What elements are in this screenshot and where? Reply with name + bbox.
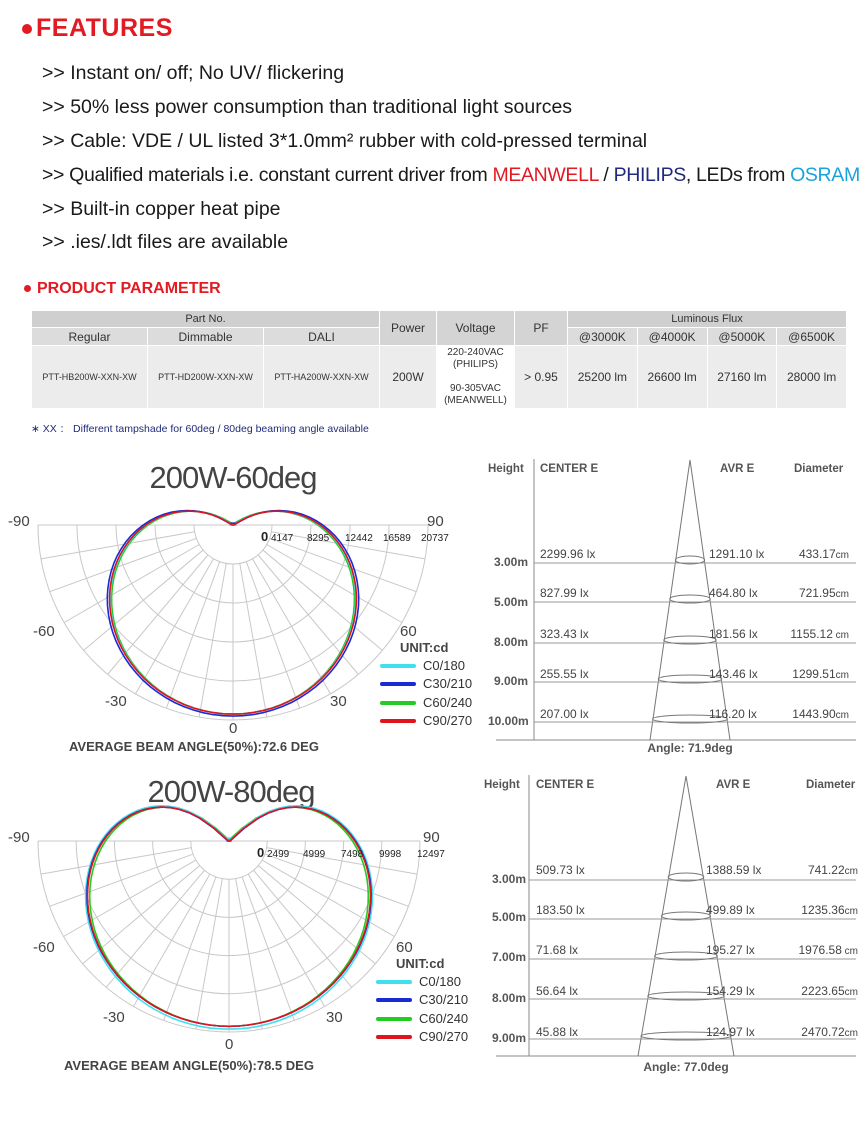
cone-row <box>492 863 858 886</box>
legend-swatch-c60 <box>376 1017 412 1021</box>
cone-shape <box>534 460 856 740</box>
tick-label: 16589 <box>383 533 411 544</box>
legend-swatch-c30 <box>376 998 412 1002</box>
row-diameter: 433.17cm <box>798 547 849 561</box>
row-diameter: 1443.90cm <box>792 707 849 721</box>
cone-headers <box>484 779 856 791</box>
feature-item: >> Qualified materials i.e. constant current driver from MEANWELL / PHILIPS, LEDs from OSRAM <box>42 164 860 186</box>
polar-diagram-60deg <box>0 450 480 760</box>
row-avr-e: 499.89 lx <box>706 903 755 917</box>
row-avr-e: 464.80 lx <box>709 586 758 600</box>
polar-grid <box>38 525 428 720</box>
row-avr-e: 116.20 lx <box>709 707 757 721</box>
tick-label: 20737 <box>421 533 449 544</box>
header-height: Height <box>488 463 524 475</box>
features-title: FEATURES <box>22 14 173 43</box>
row-height: 10.00m <box>488 714 529 728</box>
tick-label: 4147 <box>271 533 294 544</box>
polar-spoke <box>136 559 214 694</box>
polar-angle-labels <box>8 513 444 737</box>
voltage-meanwell-range: 90-305VAC <box>450 383 501 394</box>
polar-spoke <box>253 559 331 694</box>
row-avr-e: 1388.59 lx <box>706 863 762 877</box>
tick-label: 4999 <box>303 849 326 860</box>
row-diameter: 1976.58 cm <box>798 943 858 957</box>
feature-item: >> Instant on/ off; No UV/ flickering <box>42 62 345 84</box>
polar-spoke <box>254 870 352 987</box>
angle-label-m90: -90 <box>8 829 30 846</box>
row-diameter: 1299.51cm <box>792 667 849 681</box>
row-diameter: 2470.72cm <box>801 1025 858 1039</box>
polar-spoke <box>41 848 191 875</box>
row-center-e: 56.64 lx <box>536 984 579 998</box>
cell-flux-4000k: 26600 lm <box>637 346 707 409</box>
header-5000k: @5000K <box>707 328 777 346</box>
row-height: 9.00m <box>492 1031 527 1045</box>
bullet-dot-icon <box>22 24 32 34</box>
polar-spoke <box>263 550 383 650</box>
angle-label-m30: -30 <box>105 693 127 710</box>
cone-row <box>494 667 849 688</box>
brand-osram: OSRAM <box>790 164 860 186</box>
header-power: Power <box>380 311 437 346</box>
polar-title: 200W-80deg <box>147 774 315 809</box>
cone-row <box>494 547 849 569</box>
row-height: 7.00m <box>492 950 527 964</box>
row-height: 5.00m <box>492 910 527 924</box>
tick-label: 12497 <box>417 849 445 860</box>
feature-item: >> Built-in copper heat pipe <box>42 198 281 220</box>
cell-regular: PTT-HB200W-XXN-XW <box>32 346 148 409</box>
cell-flux-3000k: 25200 lm <box>568 346 638 409</box>
row-height: 8.00m <box>494 635 529 649</box>
voltage-meanwell-label: (MEANWELL) <box>444 395 507 406</box>
angle-label-p60: 60 <box>400 623 417 640</box>
cone-row <box>492 984 858 1005</box>
angle-label-p60: 60 <box>396 939 413 956</box>
legend-swatch-c90 <box>376 1035 412 1039</box>
polar-spoke <box>199 563 226 717</box>
cone-angle-label: Angle: 77.0deg <box>643 1060 729 1074</box>
tick-label: 8295 <box>307 533 330 544</box>
header-3000k: @3000K <box>568 328 638 346</box>
polar-angle-labels <box>8 829 440 1053</box>
header-part-no: Part No. <box>32 311 380 328</box>
cone-row <box>488 707 849 728</box>
row-avr-e: 195.27 lx <box>706 943 755 957</box>
legend-label-c30: C30/210 <box>423 676 473 691</box>
polar-spoke <box>262 860 394 936</box>
polar-tick-labels <box>257 845 445 860</box>
polar-spoke <box>246 562 299 709</box>
brand-meanwell: MEANWELL <box>492 164 599 186</box>
row-center-e: 71.68 lx <box>536 943 579 957</box>
tick-label: 7498 <box>341 849 364 860</box>
angle-label-m30: -30 <box>103 1009 125 1026</box>
cell-flux-6500k: 28000 lm <box>777 346 847 409</box>
polar-tick-labels <box>261 529 449 544</box>
header-diameter: Diameter <box>806 779 856 791</box>
polar-spoke <box>242 877 294 1021</box>
header-avr-e: AVR E <box>720 463 755 475</box>
tick-label: 12442 <box>345 533 373 544</box>
polar-spoke <box>106 870 204 987</box>
polar-diagram-80deg <box>0 766 480 1076</box>
row-avr-e: 143.46 lx <box>709 667 758 681</box>
product-parameter-title: PRODUCT PARAMETER <box>24 280 221 298</box>
angle-label-m60: -60 <box>33 623 55 640</box>
polar-spoke <box>258 555 358 675</box>
angle-label-p90: 90 <box>423 829 440 846</box>
parameter-table <box>31 310 847 409</box>
row-diameter: 721.95cm <box>798 586 849 600</box>
feature-item: >> 50% less power consumption than traditional light sources <box>42 96 573 118</box>
header-dali: DALI <box>264 328 380 346</box>
polar-legend <box>376 974 468 1044</box>
legend-label-c90: C90/270 <box>423 713 473 728</box>
angle-label-m60: -60 <box>33 939 55 956</box>
legend-label-c30: C30/210 <box>419 992 469 1007</box>
polar-spoke <box>134 874 210 1006</box>
row-height: 9.00m <box>494 674 529 688</box>
angle-label-p30: 30 <box>326 1009 343 1026</box>
cell-flux-5000k: 27160 lm <box>707 346 777 409</box>
header-height: Height <box>484 779 520 791</box>
feature-item: >> .ies/.ldt files are available <box>42 231 289 253</box>
polar-spoke <box>50 854 194 906</box>
legend-label-c90: C90/270 <box>419 1029 469 1044</box>
header-center-e: CENTER E <box>540 463 599 475</box>
row-diameter: 2223.65cm <box>801 984 858 998</box>
header-4000k: @4000K <box>637 328 707 346</box>
brand-philips: PHILIPS <box>613 164 686 186</box>
legend-label-c0: C0/180 <box>423 658 465 673</box>
polar-spoke <box>166 562 219 709</box>
unit-label: UNIT:cd <box>396 956 445 971</box>
beam-angle-label: AVERAGE BEAM ANGLE(50%):78.5 DEG <box>64 1058 314 1073</box>
angle-label-p30: 30 <box>330 693 347 710</box>
tick-label: 0 <box>261 529 269 544</box>
row-center-e: 255.55 lx <box>540 667 589 681</box>
cone-row <box>492 1025 858 1045</box>
unit-label: UNIT:cd <box>400 640 449 655</box>
polar-spoke <box>64 545 199 623</box>
polar-spoke <box>84 550 204 650</box>
header-dimmable: Dimmable <box>148 328 264 346</box>
row-diameter: 1235.36cm <box>801 903 858 917</box>
tick-label: 0 <box>257 845 265 860</box>
angle-label-zero: 0 <box>225 1036 234 1053</box>
polar-spoke <box>240 563 267 717</box>
legend-swatch-c30 <box>380 682 416 686</box>
row-height: 3.00m <box>492 872 527 886</box>
row-diameter: 1155.12 cm <box>790 627 849 641</box>
beam-angle-label: AVERAGE BEAM ANGLE(50%):72.6 DEG <box>69 739 319 754</box>
bullet-dot-icon <box>24 285 31 292</box>
cell-power: 200W <box>380 346 437 409</box>
legend-swatch-c60 <box>380 701 416 705</box>
legend-swatch-c0 <box>380 664 416 668</box>
tick-label: 9998 <box>379 849 402 860</box>
header-6500k: @6500K <box>777 328 847 346</box>
polar-spoke <box>236 879 263 1029</box>
cone-row <box>492 943 858 964</box>
row-center-e: 45.88 lx <box>536 1025 579 1039</box>
row-height: 3.00m <box>494 555 529 569</box>
header-regular: Regular <box>32 328 148 346</box>
polar-legend <box>380 658 472 728</box>
row-avr-e: 1291.10 lx <box>709 547 765 561</box>
header-diameter: Diameter <box>794 463 844 475</box>
angle-label-p90: 90 <box>427 513 444 530</box>
legend-label-c60: C60/240 <box>423 695 473 710</box>
cell-dimmable: PTT-HD200W-XXN-XW <box>148 346 264 409</box>
voltage-philips-range: 220-240VAC <box>447 347 504 358</box>
cone-angle-label: Angle: 71.9deg <box>647 741 733 755</box>
cone-row <box>494 627 849 649</box>
cell-voltage <box>437 346 515 409</box>
row-height: 8.00m <box>492 991 527 1005</box>
row-center-e: 323.43 lx <box>540 627 589 641</box>
cone-headers <box>488 463 844 475</box>
header-center-e: CENTER E <box>536 779 595 791</box>
row-avr-e: 154.29 lx <box>706 984 755 998</box>
cone-rows <box>492 863 858 1045</box>
polar-spoke <box>64 860 196 936</box>
legend-swatch-c0 <box>376 980 412 984</box>
cone-edge <box>638 776 686 1056</box>
table-note: ∗ XX ： Different tampshade for 60deg / 80deg beaming angle available <box>31 423 369 435</box>
polar-spoke <box>248 874 324 1006</box>
row-avr-e: 181.56 lx <box>709 627 758 641</box>
header-luminous-flux: Luminous Flux <box>568 311 847 328</box>
polar-spoke <box>267 545 402 623</box>
cone-diagram-80deg <box>484 766 864 1076</box>
row-height: 5.00m <box>494 595 529 609</box>
cone-diagram-60deg <box>484 450 864 760</box>
cell-pf: > 0.95 <box>515 346 568 409</box>
voltage-philips-label: (PHILIPS) <box>452 359 498 370</box>
legend-label-c60: C60/240 <box>419 1011 469 1026</box>
row-center-e: 183.50 lx <box>536 903 585 917</box>
row-center-e: 827.99 lx <box>540 586 589 600</box>
header-avr-e: AVR E <box>716 779 751 791</box>
row-avr-e: 124.97 lx <box>706 1025 755 1039</box>
cone-row <box>492 903 858 924</box>
angle-label-zero: 0 <box>229 720 238 737</box>
legend-swatch-c90 <box>380 719 416 723</box>
row-center-e: 509.73 lx <box>536 863 585 877</box>
polar-spoke <box>108 555 208 675</box>
polar-title: 200W-60deg <box>149 460 317 495</box>
header-pf: PF <box>515 311 568 346</box>
row-center-e: 2299.96 lx <box>540 547 596 561</box>
polar-spoke <box>265 854 409 906</box>
cell-dali: PTT-HA200W-XXN-XW <box>264 346 380 409</box>
polar-spoke <box>196 879 223 1029</box>
row-diameter: 741.22cm <box>807 863 858 877</box>
header-voltage: Voltage <box>437 311 515 346</box>
angle-label-m90: -90 <box>8 513 30 530</box>
legend-label-c0: C0/180 <box>419 974 461 989</box>
row-center-e: 207.00 lx <box>540 707 589 721</box>
feature-item: >> Cable: VDE / UL listed 3*1.0mm² rubber with cold-pressed terminal <box>42 130 648 152</box>
tick-label: 2499 <box>267 849 290 860</box>
polar-spoke <box>164 877 216 1021</box>
